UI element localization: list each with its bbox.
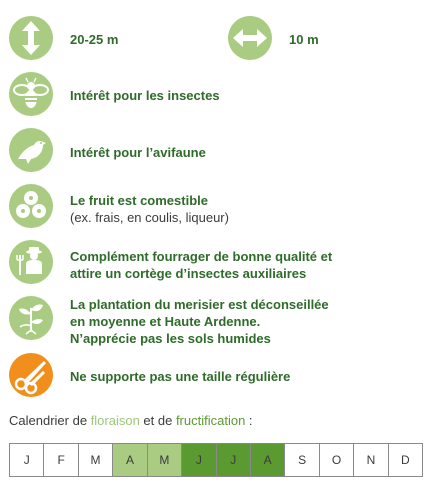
calendar-title-floraison: floraison	[90, 413, 140, 428]
month-cell: M	[148, 444, 182, 476]
feature-planting-line-3: N’apprécie pas les sols humides	[70, 331, 271, 346]
feature-fruit-detail: (ex. frais, en coulis, liqueur)	[70, 210, 229, 225]
feature-avifauna-line-1: Intérêt pour l’avifaune	[70, 145, 206, 160]
month-cell: M	[79, 444, 113, 476]
height-badge	[9, 16, 53, 60]
calendar-title-middle: et de	[139, 413, 176, 428]
month-cell: D	[401, 453, 410, 467]
month-cell: A	[251, 444, 285, 476]
calendar-title-suffix: :	[245, 413, 253, 428]
month-cell: J	[217, 444, 251, 476]
feature-insects	[70, 87, 220, 104]
horizontal-double-arrow-icon	[228, 16, 272, 60]
seedling-icon	[9, 296, 53, 340]
feature-fodder-line-1: Complément fourrager de bonne qualité et	[70, 249, 333, 264]
month-cell: F	[44, 444, 78, 476]
calendar-title-fructification: fructification	[175, 413, 246, 428]
calendar-months	[9, 443, 423, 477]
width-value: 10 m	[289, 32, 319, 47]
feature-fodder-line-2: attire un cortège d’insectes auxiliaires	[70, 266, 307, 281]
month-cell: A	[113, 444, 147, 476]
feature-planting-line-2: en moyenne et Haute Ardenne.	[70, 314, 261, 329]
month-cell: N	[354, 444, 388, 476]
feature-fruit	[70, 192, 229, 226]
month-cell: O	[320, 444, 354, 476]
month-cell: J	[10, 444, 44, 476]
width-badge	[228, 16, 272, 60]
feature-fodder	[70, 248, 332, 282]
feature-planting-line-1: La plantation du merisier est déconseillée	[70, 297, 329, 312]
bird-badge	[9, 128, 53, 172]
scissors-icon	[9, 353, 53, 397]
calendar-title-prefix: Calendrier de	[9, 413, 91, 428]
feature-pruning	[70, 368, 290, 385]
feature-avifauna	[70, 144, 206, 161]
month-cell: S	[285, 444, 319, 476]
month-cell: J	[182, 444, 216, 476]
pruning-badge	[9, 353, 53, 397]
farmer-icon	[9, 240, 53, 284]
feature-insects-line-1: Intérêt pour les insectes	[70, 88, 220, 103]
bee-icon	[9, 72, 53, 116]
fodder-badge	[9, 240, 53, 284]
feature-planting	[70, 296, 329, 347]
feature-fruit-line-1: Le fruit est comestible	[70, 193, 208, 208]
bird-icon	[9, 128, 53, 172]
insect-badge	[9, 72, 53, 116]
planting-badge	[9, 296, 53, 340]
feature-pruning-line-1: Ne supporte pas une taille régulière	[70, 369, 291, 384]
height-value: 20-25 m	[70, 32, 119, 47]
calendar-title	[9, 413, 253, 428]
fruit-badge	[9, 184, 53, 228]
fruit-icon	[9, 184, 53, 228]
vertical-double-arrow-icon	[9, 16, 53, 60]
